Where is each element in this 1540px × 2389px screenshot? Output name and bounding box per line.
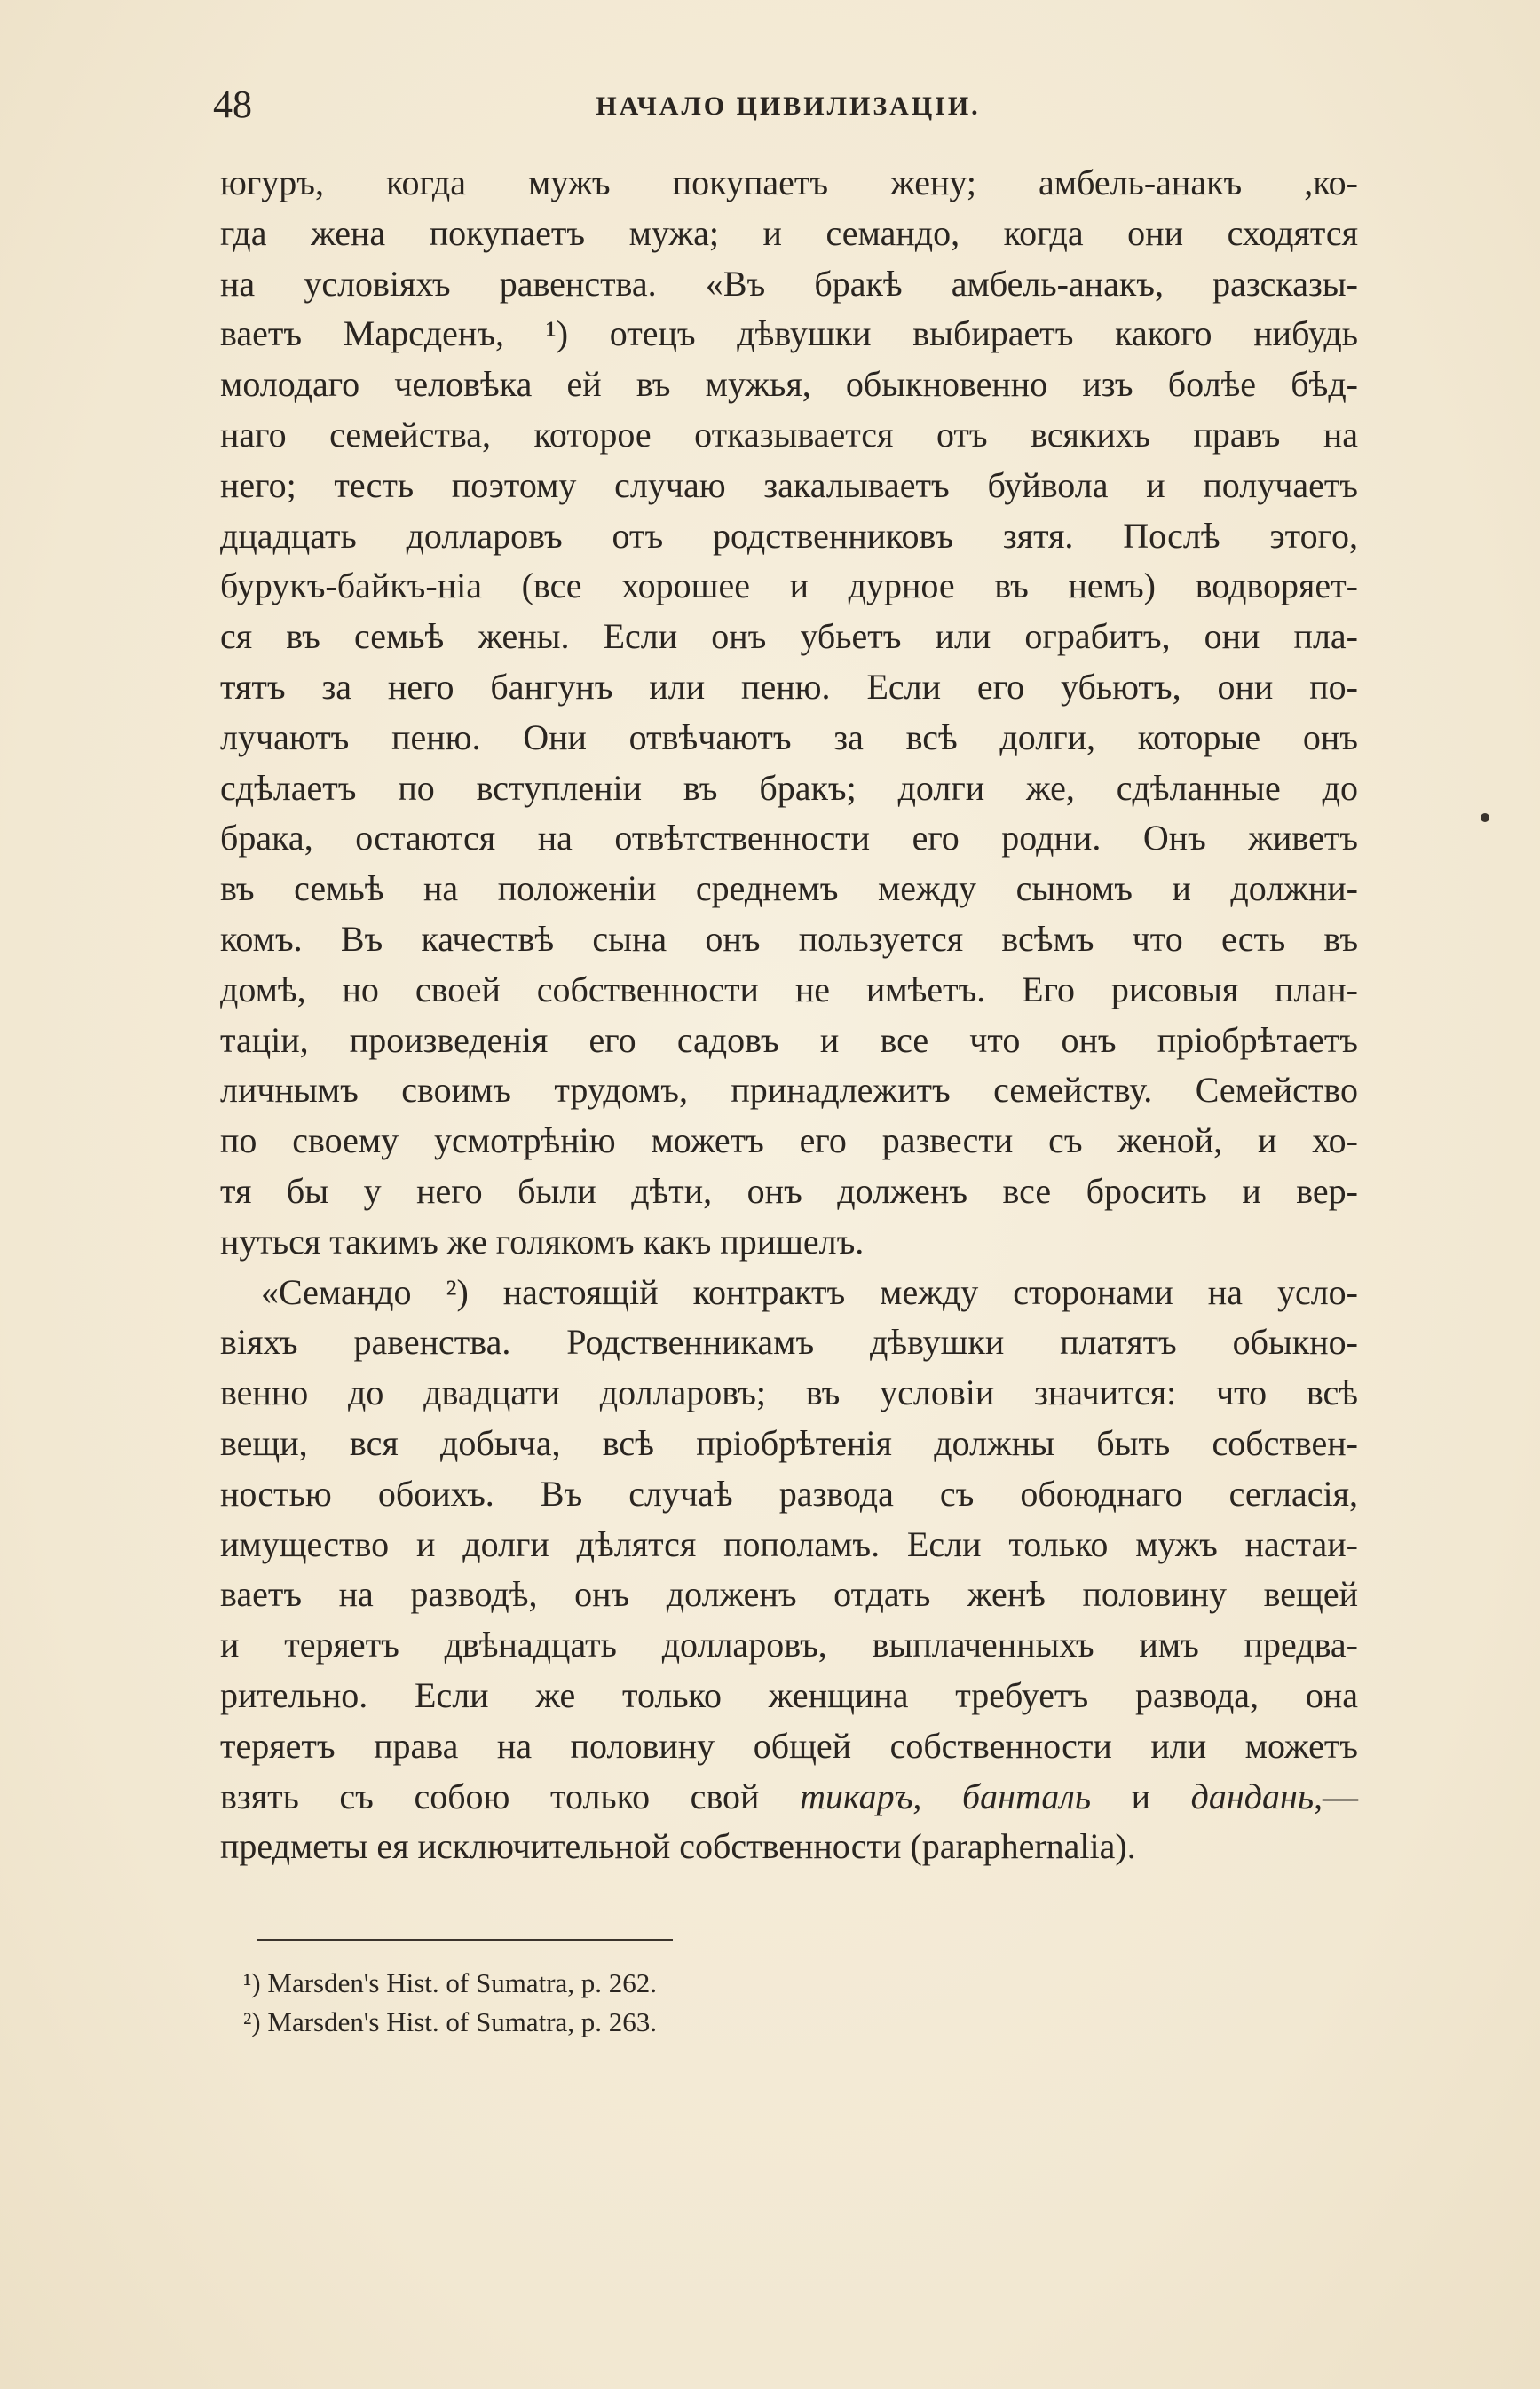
paragraph-2: [220, 1268, 1358, 1873]
italic-term: дандань,: [1190, 1776, 1323, 1816]
text-line: предметы ея исключительной собственности (paraphernalia).: [220, 1826, 1136, 1867]
text-line: рительно. Если же только женщина требуетъ развода, она: [220, 1674, 1358, 1715]
body-text: [220, 158, 1358, 1872]
text-line: взять съ собою только свой тикаръ, банталь и дандань,—: [220, 1776, 1359, 1816]
footnote-2: [243, 2003, 1042, 2042]
text-line: по своему усмотрѣнію можетъ его развести съ женой, и хо-: [220, 1120, 1358, 1161]
running-title: НАЧАЛО ЦИВИЛИЗАЦІИ.: [596, 91, 981, 121]
text-line: вещи, вся добыча, всѣ пріобрѣтенія должны быть собствен-: [220, 1422, 1358, 1463]
page-header: [213, 78, 1363, 131]
ink-speck: [1481, 813, 1489, 822]
text-line: таціи, произведенія его садовъ и все что онъ пріобрѣтаетъ: [220, 1019, 1358, 1060]
paragraph-1: [220, 158, 1358, 1268]
text-line: тятъ за него бангунъ или пеню. Если его убьютъ, они по-: [220, 666, 1358, 707]
text-line: сдѣлаетъ по вступленіи въ бракъ; долги же, сдѣланные до: [220, 767, 1358, 808]
footnote-mark: ²): [243, 2006, 261, 2037]
text-line: личнымъ своимъ трудомъ, принадлежитъ семейству. Семейство: [220, 1070, 1358, 1111]
text-line: венно до двадцати долларовъ; въ условіи значится: что всѣ: [220, 1372, 1358, 1413]
text-line: гда жена покупаетъ мужа; и семандо, когда они сходятся: [220, 212, 1358, 253]
text-line: нуться такимъ же голякомъ какъ пришелъ.: [220, 1221, 865, 1262]
text-line: віяхъ равенства. Родственникамъ дѣвушки платятъ обыкно-: [220, 1322, 1358, 1363]
footnote-mark: ¹): [243, 1967, 261, 1998]
footnote-text: Marsden's Hist. of Sumatra, p. 262.: [267, 1967, 658, 1998]
text-line: него; тесть поэтому случаю закалываетъ буйвола и получаетъ: [220, 464, 1358, 505]
text-line: комъ. Въ качествѣ сына онъ пользуется всѣмъ что есть въ: [220, 918, 1358, 959]
footnote-text: Marsden's Hist. of Sumatra, p. 263.: [267, 2006, 658, 2037]
footnote-1: [243, 1964, 1042, 2003]
text-line: и теряетъ двѣнадцать долларовъ, выплаченныхъ имъ предва-: [220, 1625, 1358, 1665]
footnotes: [243, 1964, 1042, 2042]
text-line: теряетъ права на половину общей собственности или можетъ: [220, 1725, 1358, 1766]
text-line: «Семандо ²) настоящій контрактъ между сторонами на усло-: [261, 1271, 1358, 1312]
text-line: лучаютъ пеню. Они отвѣчаютъ за всѣ долги, которые онъ: [220, 716, 1358, 757]
italic-term: банталь: [962, 1776, 1092, 1816]
text-line: въ семьѣ на положеніи среднемъ между сыномъ и должни-: [220, 868, 1358, 909]
text-line: бурукъ-байкъ-ніа (все хорошее и дурное въ немъ) водворяет-: [220, 566, 1358, 606]
italic-term: тикаръ,: [800, 1776, 922, 1816]
footnote-rule: [257, 1939, 673, 1941]
text-line: ностью обоихъ. Въ случаѣ развода съ обоюднаго сегласія,: [220, 1473, 1358, 1514]
text-line: ваетъ Марсденъ, ¹) отецъ дѣвушки выбираетъ какого нибудь: [220, 313, 1358, 354]
text-line: ся въ семьѣ жены. Если онъ убьетъ или ограбитъ, они пла-: [220, 616, 1358, 657]
page-number: 48: [213, 83, 252, 126]
text-line: тя бы у него были дѣти, онъ долженъ все бросить и вер-: [220, 1170, 1358, 1211]
text-line: ваетъ на разводѣ, онъ долженъ отдать женѣ половину вещей: [220, 1574, 1358, 1615]
text-line: брака, остаются на отвѣтственности его родни. Онъ живетъ: [220, 818, 1358, 858]
text-line: югуръ, когда мужъ покупаетъ жену; амбель-анакъ ,ко-: [220, 162, 1358, 202]
text-line: дцадцать долларовъ отъ родственниковъ зятя. Послѣ этого,: [220, 515, 1358, 556]
text-line: домѣ, но своей собственности не имѣетъ. Его рисовыя план-: [220, 969, 1358, 1009]
text-line: наго семейства, которое отказывается отъ всякихъ правъ на: [220, 414, 1358, 455]
text-line: на условіяхъ равенства. «Въ бракѣ амбель-анакъ, разсказы-: [220, 263, 1358, 304]
text-line: имущество и долги дѣлятся пополамъ. Если только мужъ настаи-: [220, 1523, 1358, 1564]
text-line: молодаго человѣка ей въ мужья, обыкновенно изъ болѣе бѣд-: [220, 364, 1358, 405]
